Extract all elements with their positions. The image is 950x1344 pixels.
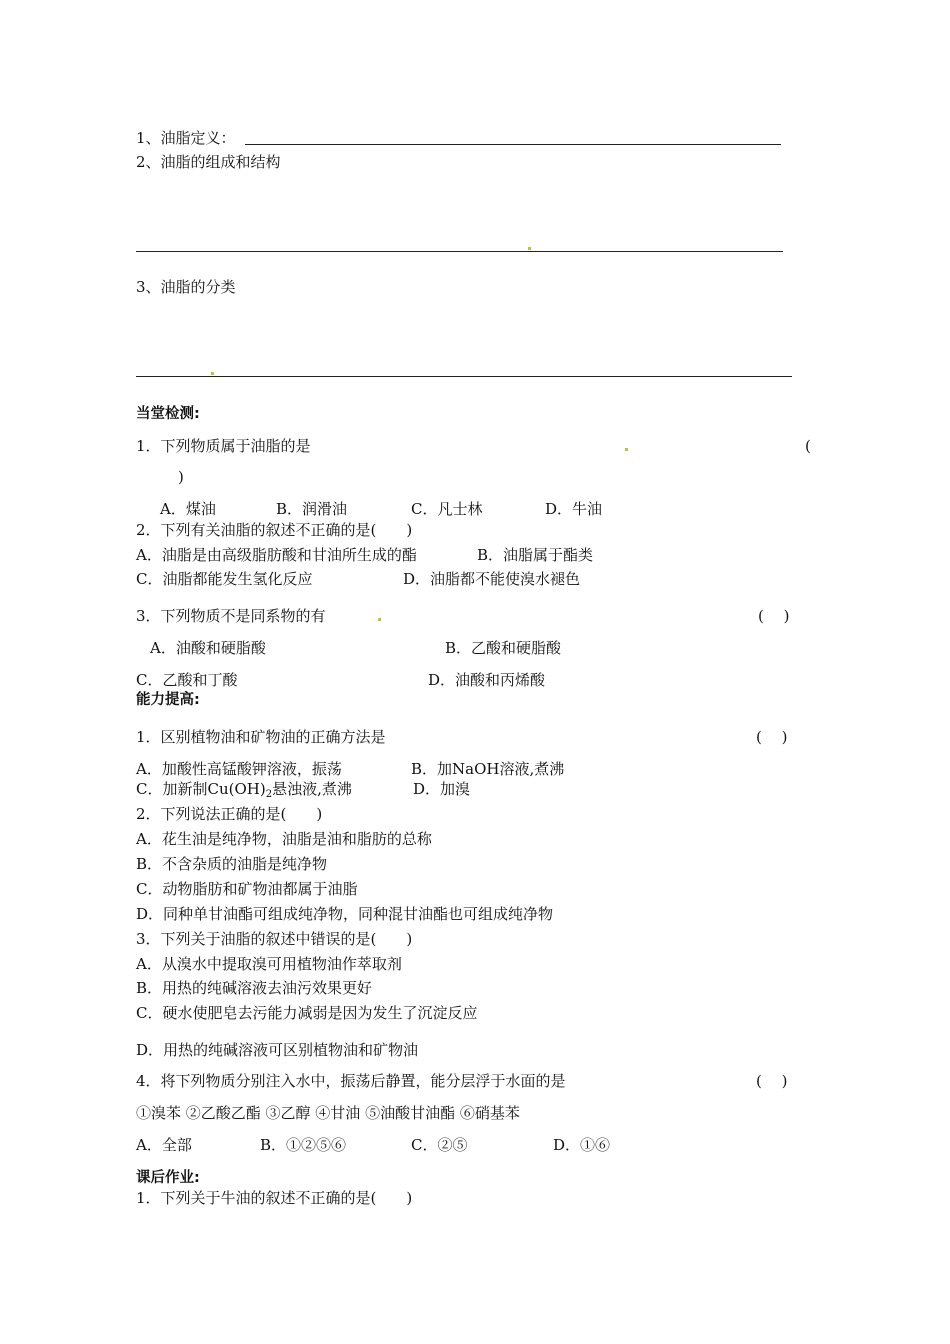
s2-q4-option-c: C．②⑤ xyxy=(411,1136,468,1154)
note-3: 3、油脂的分类 xyxy=(136,278,236,296)
s1-q2-option-a: A．油脂是由高级脂肪酸和甘油所生成的酯 xyxy=(136,546,417,564)
note-2: 2、油脂的组成和结构 xyxy=(136,153,281,171)
s2-q4-option-b: B．①②⑤⑥ xyxy=(260,1136,347,1154)
s1-q2-option-d: D．油脂都不能使溴水褪色 xyxy=(403,570,581,588)
s1-q2-option-c: C．油脂都能发生氢化反应 xyxy=(136,570,313,588)
s1-q3-paren: ( ) xyxy=(758,607,790,625)
s3-q1-stem: 1．下列关于牛油的叙述不正确的是( ) xyxy=(136,1189,413,1207)
s2-q3-option-d: D．用热的纯碱溶液可区别植物油和矿物油 xyxy=(136,1041,419,1059)
s2-q4-paren: ( ) xyxy=(756,1072,788,1090)
s1-q1-stem: 1．下列物质属于油脂的是 xyxy=(136,437,311,455)
s2-q3-stem: 3．下列关于油脂的叙述中错误的是( ) xyxy=(136,930,413,948)
answer-line-3 xyxy=(136,376,792,377)
s2-q2-option-c: C．动物脂肪和矿物油都属于油脂 xyxy=(136,880,358,898)
s2-q1-option-c: C．加新制$Cu(OH)_2$悬浊液,煮沸 xyxy=(136,780,352,800)
s1-q2-stem: 2．下列有关油脂的叙述不正确的是( ) xyxy=(136,521,413,539)
s2-q4-option-d: D．①⑥ xyxy=(553,1136,611,1154)
s1-q3-option-b: B．乙酸和硬脂酸 xyxy=(445,639,562,657)
s1-q3-option-d: D．油酸和丙烯酸 xyxy=(428,671,546,689)
s2-q1-option-b: B．加NaOH溶液,煮沸 xyxy=(411,760,565,778)
speck xyxy=(378,618,381,621)
speck xyxy=(211,372,214,375)
speck xyxy=(625,448,628,451)
s2-q3-option-b: B．用热的纯碱溶液去油污效果更好 xyxy=(136,979,373,997)
section-heading-practice: 当堂检测: xyxy=(136,406,200,422)
answer-line-2 xyxy=(136,251,783,252)
s1-q3-option-a: A．油酸和硬脂酸 xyxy=(150,639,266,657)
s1-q1-paren-close: ) xyxy=(178,468,184,486)
s2-q4-stem: 4．将下列物质分别注入水中，振荡后静置，能分层浮于水面的是 xyxy=(136,1072,566,1090)
note-1: 1、油脂定义： xyxy=(136,129,236,147)
s2-q2-option-a: A．花生油是纯净物，油脂是油和脂肪的总称 xyxy=(136,830,432,848)
s1-q1-paren-open: ( xyxy=(805,437,811,455)
s2-q2-stem: 2．下列说法正确的是( ) xyxy=(136,805,323,823)
s2-q1-stem: 1．区别植物油和矿物油的正确方法是 xyxy=(136,728,386,746)
section-heading-homework: 课后作业: xyxy=(136,1170,200,1186)
section-heading-advanced: 能力提高: xyxy=(136,692,200,708)
s2-q4-items: ①溴苯 ②乙酸乙酯 ③乙醇 ④甘油 ⑤油酸甘油酯 ⑥硝基苯 xyxy=(136,1104,520,1122)
s1-q1-option-d: D．牛油 xyxy=(545,500,603,518)
answer-line-1 xyxy=(245,144,781,145)
s1-q1-option-a: A．煤油 xyxy=(160,500,216,518)
s2-q3-option-c: C．硬水使肥皂去污能力减弱是因为发生了沉淀反应 xyxy=(136,1004,478,1022)
s2-q4-option-a: A．全部 xyxy=(136,1136,192,1154)
s2-q1-option-a: A．加酸性高锰酸钾溶液，振荡 xyxy=(136,760,342,778)
s2-q1-paren: ( ) xyxy=(756,728,788,746)
s1-q1-option-b: B．润滑油 xyxy=(276,500,348,518)
s2-q2-option-d: D．同种单甘油酯可组成纯净物，同种混甘油酯也可组成纯净物 xyxy=(136,905,554,923)
s1-q3-option-c: C．乙酸和丁酸 xyxy=(136,671,238,689)
s1-q2-option-b: B．油脂属于酯类 xyxy=(477,546,594,564)
s1-q1-option-c: C．凡士林 xyxy=(411,500,483,518)
s1-q3-stem: 3．下列物质不是同系物的有 xyxy=(136,607,326,625)
speck xyxy=(528,247,531,250)
s2-q1-option-d: D．加溴 xyxy=(413,780,471,798)
s2-q3-option-a: A．从溴水中提取溴可用植物油作萃取剂 xyxy=(136,955,402,973)
s2-q2-option-b: B．不含杂质的油脂是纯净物 xyxy=(136,855,328,873)
